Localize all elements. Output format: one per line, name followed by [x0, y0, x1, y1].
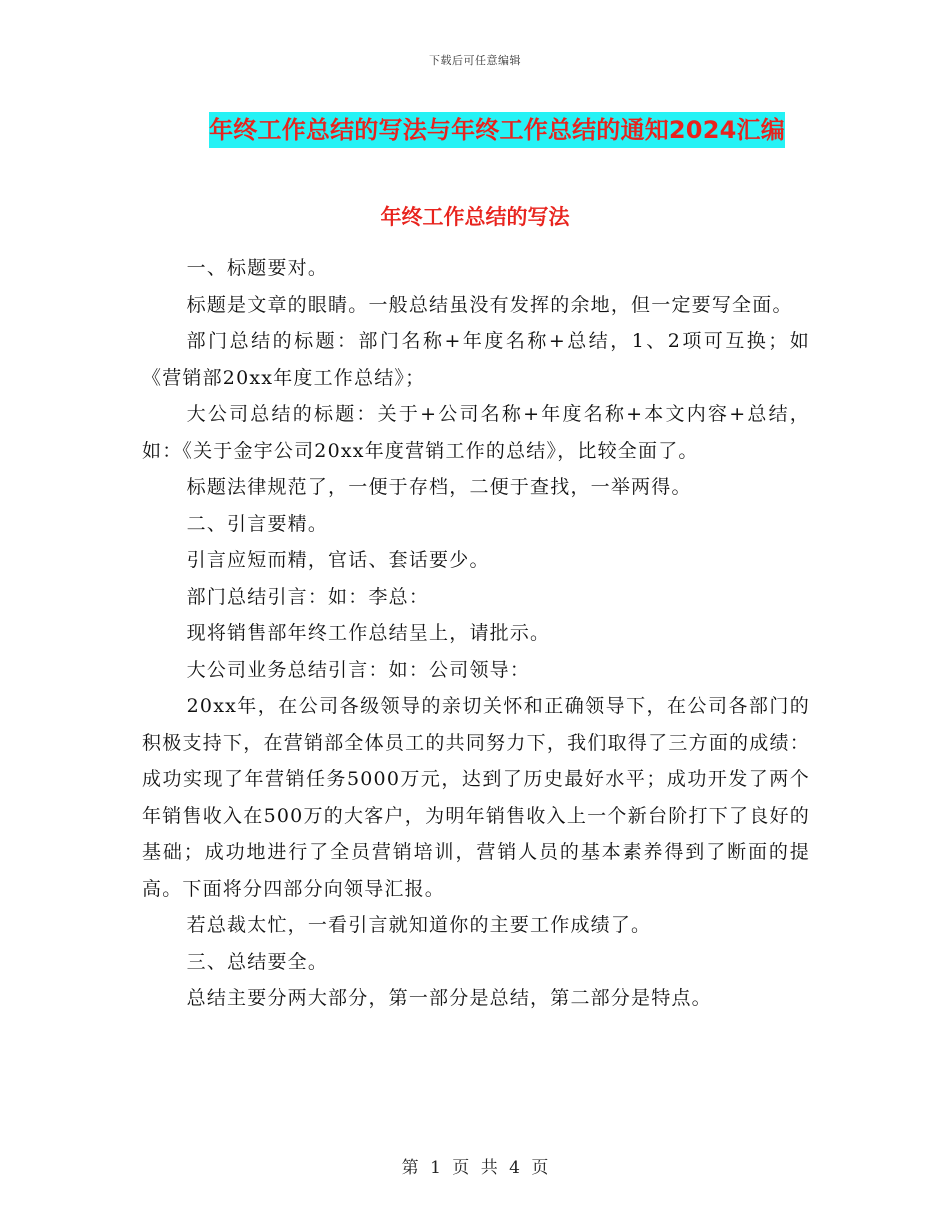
paragraph: 引言应短而精，官话、套话要少。 — [186, 549, 490, 571]
document-body — [142, 250, 810, 1017]
main-title: 年终工作总结的写法与年终工作总结的通知2024汇编 — [209, 112, 785, 148]
paragraph: 一、标题要对。 — [186, 257, 329, 279]
paragraph: 总结主要分两大部分，第一部分是总结，第二部分是特点。 — [186, 987, 712, 1009]
paragraph: 标题法律规范了，一便于存档，二便于查找，一举两得。 — [186, 476, 692, 498]
paragraph: 若总裁太忙，一看引言就知道你的主要工作成绩了。 — [186, 914, 652, 936]
paragraph: 大公司总结的标题：关于+公司名称+年度名称+本文内容+总结，如：《关于金宇公司20xx年度营销工作的总结》，比较全面了。 — [142, 403, 810, 462]
paragraph: 部门总结引言：如：李总： — [186, 585, 430, 608]
paragraph: 大公司业务总结引言：如：公司领导： — [186, 658, 531, 681]
paragraph: 部门总结的标题：部门名称+年度名称+总结，1、2项可互换；如《营销部20xx年度工作总结》； — [142, 330, 810, 389]
page-footer: 第 1 页 共 4 页 — [401, 1158, 549, 1178]
section-title: 年终工作总结的写法 — [380, 205, 570, 229]
paragraph: 三、总结要全。 — [186, 950, 329, 973]
main-title-container — [0, 112, 950, 148]
paragraph: 现将销售部年终工作总结呈上，请批示。 — [186, 622, 551, 644]
paragraph: 二、引言要精。 — [186, 512, 329, 535]
paragraph: 20xx年，在公司各级领导的亲切关怀和正确领导下，在公司各部门的积极支持下，在营销部全体员工的共同努力下，我们取得了三方面的成绩：成功实现了年营销任务5000万元，达到了历史最好水平；成功开发了两个年销售收入在500万的大客户，为明年销售收入上一个新台阶打下了良好的基础；成功地进行了全员营销培训，营销人员的基本素养得到了断面的提高。下面将分四部分向领导汇报。 — [142, 695, 810, 900]
header-note: 下载后可任意编辑 — [429, 54, 521, 67]
paragraph: 标题是文章的眼睛。一般总结虽没有发挥的余地，但一定要写全面。 — [186, 293, 793, 316]
